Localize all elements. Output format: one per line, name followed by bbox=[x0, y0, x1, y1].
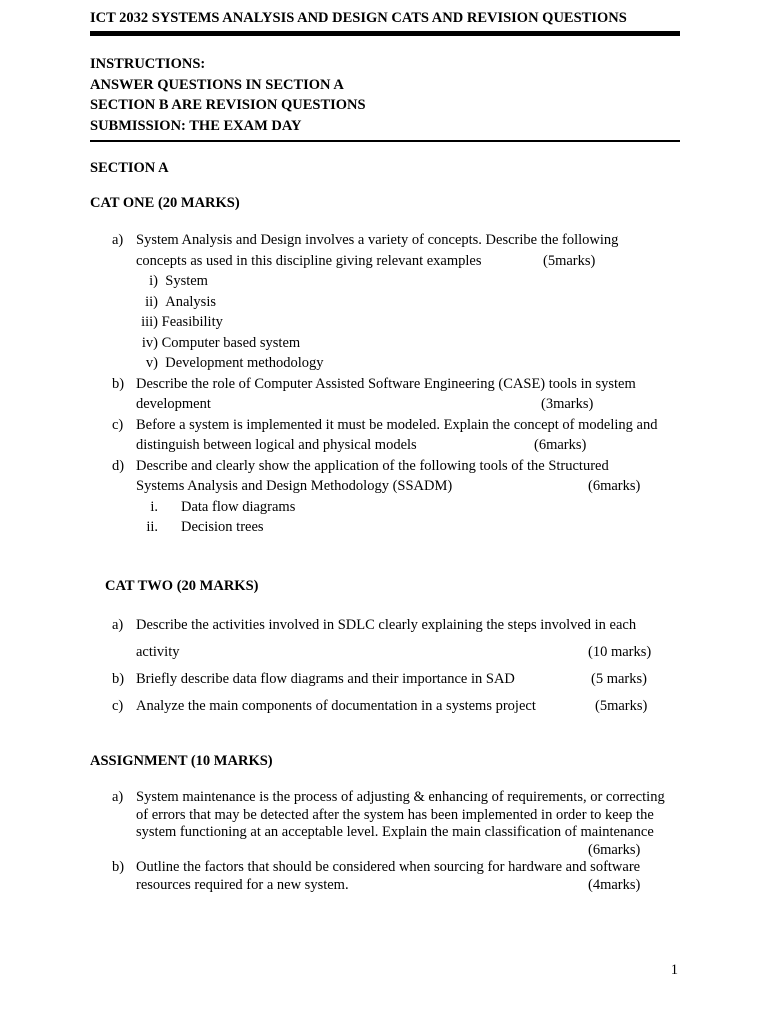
title-rule bbox=[90, 31, 680, 36]
question-item bbox=[90, 374, 680, 415]
sub-label: v) bbox=[145, 355, 158, 371]
question-text: Briefly describe data flow diagrams and their importance in SAD bbox=[136, 671, 515, 687]
instructions-block bbox=[90, 54, 366, 136]
question-text: system functioning at an acceptable level. Explain the main classification of maintenance bbox=[136, 824, 654, 840]
question-item bbox=[90, 456, 680, 538]
sub-label: i. bbox=[150, 498, 158, 515]
question-item bbox=[90, 693, 680, 720]
question-text: System maintenance is the process of adjusting & enhancing of requirements, or correcting bbox=[136, 789, 665, 805]
instruction-line: ANSWER QUESTIONS IN SECTION A bbox=[90, 76, 344, 93]
question-text: System Analysis and Design involves a variety of concepts. Describe the following bbox=[136, 232, 619, 248]
cat-one-questions bbox=[90, 230, 680, 538]
question-text: resources required for a new system. bbox=[136, 876, 349, 893]
marks-label: (5 marks) bbox=[591, 671, 647, 687]
marks-label: (4marks) bbox=[588, 876, 641, 893]
question-item bbox=[90, 415, 680, 456]
question-text: Describe the activities involved in SDLC clearly explaining the steps involved in each bbox=[136, 617, 637, 633]
sub-label: iii) bbox=[141, 314, 158, 330]
marks-label: (3marks) bbox=[541, 396, 594, 412]
instruction-line: SUBMISSION: THE EXAM DAY bbox=[90, 117, 302, 134]
sub-text: Feasibility bbox=[161, 314, 223, 330]
assignment-heading: ASSIGNMENT (10 MARKS) bbox=[90, 753, 273, 769]
sub-label: iv) bbox=[141, 334, 158, 351]
sub-label: ii. bbox=[146, 519, 158, 535]
sub-item bbox=[136, 497, 680, 518]
sub-text: Development methodology bbox=[165, 355, 324, 371]
marks-label: (6marks) bbox=[588, 478, 641, 494]
question-label: b) bbox=[112, 859, 125, 875]
instructions-rule bbox=[90, 140, 680, 142]
question-text: Before a system is implemented it must be modeled. Explain the concept of modeling and bbox=[136, 416, 658, 433]
sub-item bbox=[136, 312, 680, 333]
cat-two-heading: CAT TWO (20 MARKS) bbox=[105, 578, 259, 594]
sub-text: System bbox=[165, 273, 208, 289]
sub-label: ii) bbox=[145, 293, 158, 310]
question-text: development bbox=[136, 396, 211, 412]
section-a-heading: SECTION A bbox=[90, 160, 169, 176]
sub-label: i) bbox=[149, 273, 158, 289]
question-text: distinguish between logical and physical models bbox=[136, 437, 417, 453]
marks-label: (6marks) bbox=[534, 437, 587, 453]
instruction-line: SECTION B ARE REVISION QUESTIONS bbox=[90, 97, 366, 113]
question-item bbox=[90, 666, 680, 693]
sub-text: Decision trees bbox=[181, 519, 264, 535]
question-label: b) bbox=[112, 375, 125, 392]
page-number: 1 bbox=[670, 962, 678, 978]
question-label: c) bbox=[112, 416, 124, 433]
question-text: of errors that may be detected after the system has been implemented in order to keep the bbox=[136, 806, 654, 823]
question-text: concepts as used in this discipline giving relevant examples bbox=[136, 252, 482, 269]
marks-label: (6marks) bbox=[588, 841, 641, 858]
marks-label: (5marks) bbox=[543, 252, 596, 269]
question-label: c) bbox=[112, 698, 124, 714]
question-text: Analyze the main components of documentation in a systems project bbox=[136, 698, 536, 714]
question-label: d) bbox=[112, 457, 125, 474]
question-text: Systems Analysis and Design Methodology (SSADM) bbox=[136, 478, 453, 494]
question-item bbox=[90, 859, 680, 894]
question-text: activity bbox=[136, 644, 180, 660]
marks-label: (5marks) bbox=[595, 698, 648, 714]
question-label: a) bbox=[112, 617, 124, 633]
question-item bbox=[90, 612, 680, 666]
sub-text: Analysis bbox=[165, 293, 216, 310]
sub-item bbox=[136, 271, 680, 292]
marks-label: (10 marks) bbox=[588, 644, 652, 660]
sub-item bbox=[136, 333, 680, 354]
assignment-questions bbox=[90, 789, 680, 894]
question-text: Describe and clearly show the application of the following tools of the Structured bbox=[136, 457, 609, 474]
question-text: Describe the role of Computer Assisted Software Engineering (CASE) tools in system bbox=[136, 375, 636, 392]
question-label: a) bbox=[112, 789, 124, 805]
question-label: a) bbox=[112, 232, 124, 248]
sub-item bbox=[136, 353, 680, 374]
cat-one-heading: CAT ONE (20 MARKS) bbox=[90, 195, 240, 211]
question-item bbox=[90, 789, 680, 859]
sub-item bbox=[136, 517, 680, 538]
instructions-heading: INSTRUCTIONS: bbox=[90, 56, 206, 72]
sub-text: Data flow diagrams bbox=[181, 498, 296, 515]
question-label: b) bbox=[112, 671, 125, 687]
question-text: Outline the factors that should be considered when sourcing for hardware and software bbox=[136, 859, 641, 875]
document-title: ICT 2032 SYSTEMS ANALYSIS AND DESIGN CATS AND REVISION QUESTIONS bbox=[90, 10, 627, 26]
sub-item bbox=[136, 292, 680, 313]
cat-two-questions bbox=[90, 612, 680, 720]
question-item bbox=[90, 230, 680, 374]
sub-text: Computer based system bbox=[161, 334, 301, 351]
